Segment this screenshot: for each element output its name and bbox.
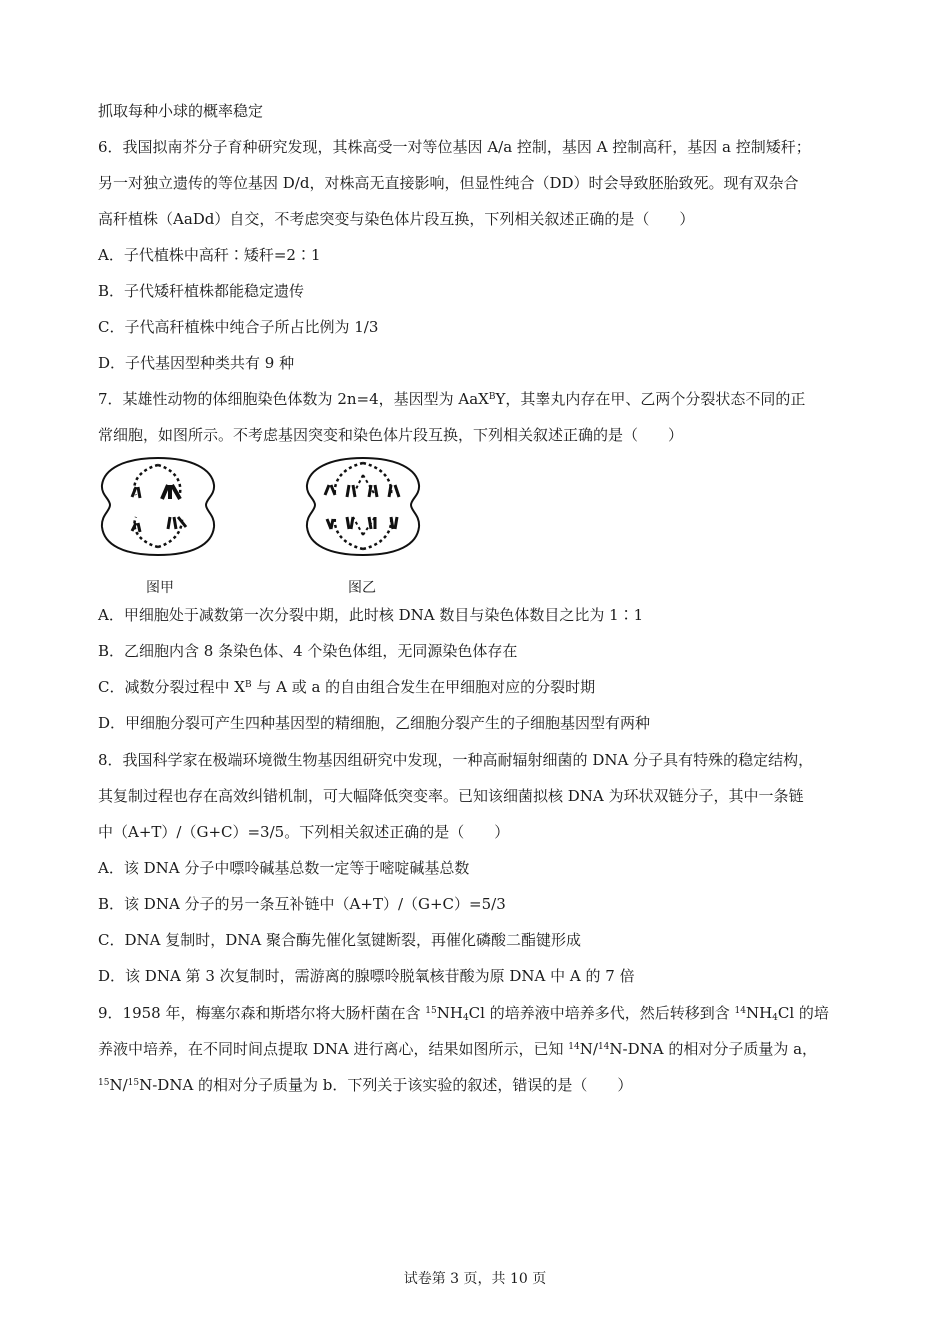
q9-superscript: 15 xyxy=(127,1078,140,1088)
q6-option-d: D．子代基因型种类共有 9 种 xyxy=(98,354,295,372)
q9-superscript: 15 xyxy=(98,1078,110,1088)
q6-stem-line2: 另一对独立遗传的等位基因 D/d，对株高无直接影响，但显性纯合（DD）时会导致胚胎致死。现有双杂合 xyxy=(98,174,799,192)
q9-text: 养液中培养，在不同时间点提取 DNA 进行离心，结果如图所示，已知 xyxy=(98,1040,569,1058)
q9-stem-line1 xyxy=(98,1003,868,1023)
q9-text: 9．1958 年，梅塞尔森和斯塔尔将大肠杆菌在含 xyxy=(98,1004,426,1022)
q7-text: Y，其睾丸内存在甲、乙两个分裂状态不同的正 xyxy=(495,390,806,408)
q7c-text: 与 A 或 a 的自由组合发生在甲细胞对应的分裂时期 xyxy=(251,678,596,696)
q9-superscript: 14 xyxy=(597,1042,610,1052)
q8-option-b: B．该 DNA 分子的另一条互补链中（A+T）/（G+C）=5/3 xyxy=(98,895,506,913)
q8-stem-line2: 其复制过程也存在高效纠错机制，可大幅降低突变率。已知该细菌拟核 DNA 为环状双链分子，其中一条链 xyxy=(98,787,804,805)
cell-division-figure xyxy=(100,455,440,605)
q9-text: N/ xyxy=(109,1076,128,1094)
figure-yi-label: 图乙 xyxy=(348,580,376,596)
q6-option-b: B．子代矮秆植株都能稳定遗传 xyxy=(98,282,305,300)
q9-text: N/ xyxy=(579,1040,598,1058)
cell-yi-diagram xyxy=(307,458,419,555)
q9-text: N-DNA 的相对分子质量为 a， xyxy=(609,1040,818,1058)
q9-stem-line2 xyxy=(98,1039,868,1059)
q9-text: NH xyxy=(745,1004,773,1022)
q9-subscript: 4 xyxy=(772,1013,778,1023)
q9-superscript: 15 xyxy=(425,1006,437,1016)
q6-option-c: C．子代高秆植株中纯合子所占比例为 1/3 xyxy=(98,318,379,336)
q7-option-a: A．甲细胞处于减数第一次分裂中期，此时核 DNA 数目与染色体数目之比为 1∶1 xyxy=(98,606,644,624)
q9-superscript: 14 xyxy=(734,1006,746,1016)
q8-option-a: A．该 DNA 分子中嘌呤碱基总数一定等于嘧啶碱基总数 xyxy=(98,859,470,877)
q7-text: 7．某雄性动物的体细胞染色体数为 2n=4，基因型为 AaX xyxy=(98,390,489,408)
q7c-superscript: B xyxy=(244,680,252,690)
q9-text: N-DNA 的相对分子质量为 b．下列关于该实验的叙述，错误的是（ ） xyxy=(139,1076,633,1094)
q9-text: Cl 的培养液中培养多代，然后转移到含 xyxy=(468,1004,735,1022)
q6-stem-line1: 6．我国拟南芥分子育种研究发现，其株高受一对等位基因 A/a 控制，基因 A 控制高秆，基因 a 控制矮秆； xyxy=(98,138,811,156)
q9-superscript: 14 xyxy=(568,1042,580,1052)
intro-line: 抓取每种小球的概率稳定 xyxy=(98,102,264,120)
cell-jia-diagram xyxy=(102,458,214,555)
q7-option-b: B．乙细胞内含 8 条染色体、4 个染色体组，无同源染色体存在 xyxy=(98,642,518,660)
q9-text: Cl 的培 xyxy=(777,1004,829,1022)
q8-option-c: C．DNA 复制时，DNA 聚合酶先催化氢键断裂，再催化磷酸二酯键形成 xyxy=(98,931,581,949)
q7-option-c xyxy=(98,677,868,697)
q6-option-a: A．子代植株中高秆∶矮秆=2∶1 xyxy=(98,246,321,264)
page-footer: 试卷第 3 页，共 10 页 xyxy=(403,1271,547,1287)
q7-superscript: B xyxy=(488,392,496,402)
q8-stem-line1: 8．我国科学家在极端环境微生物基因组研究中发现，一种高耐辐射细菌的 DNA 分子具有特殊的稳定结构， xyxy=(98,751,814,769)
q9-text: NH xyxy=(436,1004,463,1022)
q8-option-d: D．该 DNA 第 3 次复制时，需游离的腺嘌呤脱氧核苷酸为原 DNA 中 A 的 7 倍 xyxy=(98,967,635,985)
q6-stem-line3: 高秆植株（AaDd）自交，不考虑突变与染色体片段互换，下列相关叙述正确的是（ ） xyxy=(98,210,695,228)
q9-subscript: 4 xyxy=(462,1013,469,1023)
figure-jia-label: 图甲 xyxy=(146,580,174,596)
q7-stem-line2: 常细胞，如图所示。不考虑基因突变和染色体片段互换，下列相关叙述正确的是（ ） xyxy=(98,426,684,444)
q7-stem-line1 xyxy=(98,389,868,409)
q7-option-d: D．甲细胞分裂可产生四种基因型的精细胞，乙细胞分裂产生的子细胞基因型有两种 xyxy=(98,714,651,732)
q8-stem-line3: 中（A+T）/（G+C）=3/5。下列相关叙述正确的是（ ） xyxy=(98,823,510,841)
q7c-text: C．减数分裂过程中 X xyxy=(98,678,245,696)
q9-stem-line3 xyxy=(98,1075,868,1095)
